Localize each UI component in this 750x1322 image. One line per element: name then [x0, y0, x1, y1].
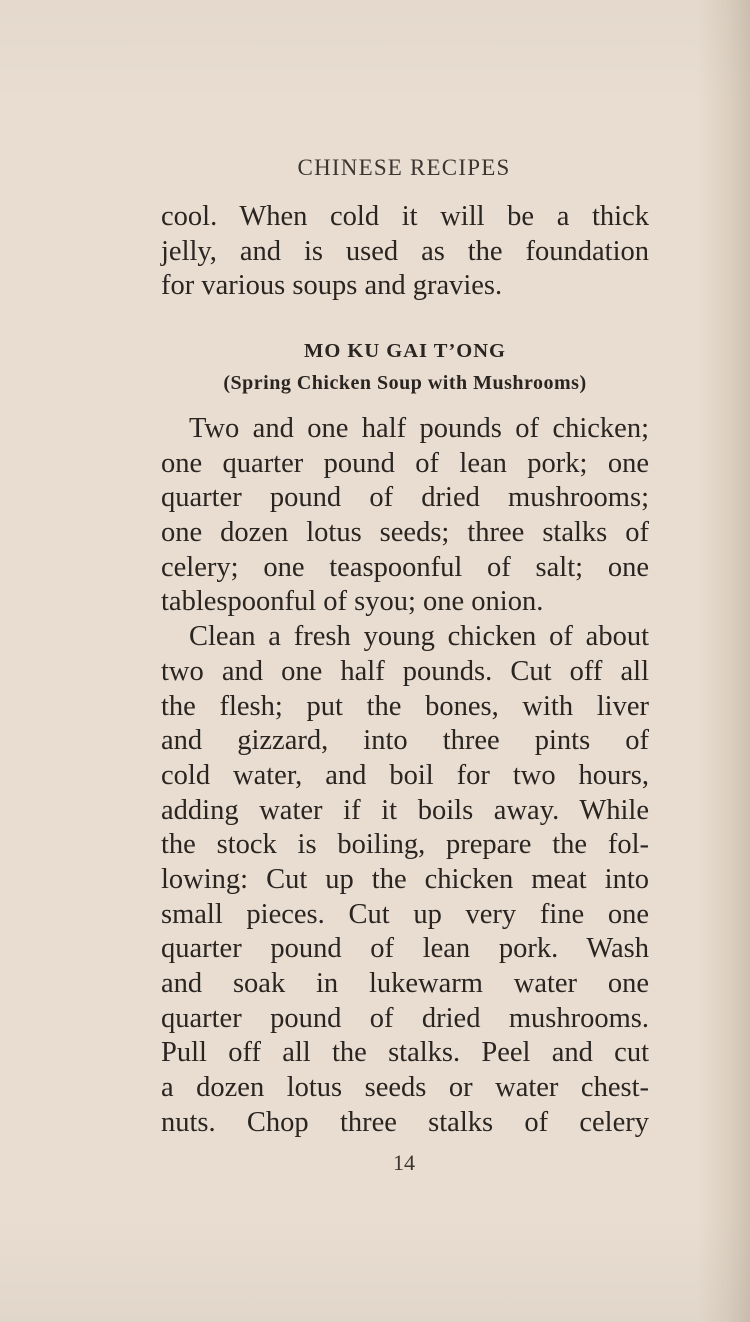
text-line: nuts. Chop three stalks of celery	[161, 1106, 649, 1138]
text-line: tablespoonful of syou; one onion.	[161, 586, 544, 618]
intro-paragraph	[161, 200, 649, 304]
text-line: quarter pound of lean pork. Wash	[161, 933, 649, 965]
text-line: cool. When cold it will be a thick	[161, 201, 649, 232]
text-line: the flesh; put the bones, with liver	[161, 690, 649, 722]
text-line: quarter pound of dried mushrooms.	[161, 1002, 649, 1034]
recipe-subtitle: (Spring Chicken Soup with Mushrooms)	[223, 372, 587, 394]
text-line: one dozen lotus seeds; three stalks of	[161, 517, 649, 549]
text-line: for various soups and gravies.	[161, 270, 503, 302]
text-line: cold water, and boil for two hours,	[161, 759, 649, 791]
text-line: small pieces. Cut up very fine one	[161, 898, 649, 930]
text-line: one quarter pound of lean pork; one	[161, 447, 649, 479]
running-head: CHINESE RECIPES	[297, 155, 511, 180]
text-line: Pull off all the stalks. Peel and cut	[161, 1037, 649, 1069]
text-line: a dozen lotus seeds or water chest-	[161, 1072, 649, 1104]
text-line: celery; one teaspoonful of salt; one	[161, 551, 649, 583]
text-line: Clean a fresh young chicken of about	[189, 621, 649, 653]
text-line: lowing: Cut up the chicken meat into	[161, 863, 649, 895]
text-line: adding water if it boils away. While	[161, 794, 649, 826]
text-line: two and one half pounds. Cut off all	[161, 655, 649, 687]
text-line: jelly, and is used as the foundation	[161, 235, 649, 267]
text-line: the stock is boiling, prepare the fol-	[161, 829, 649, 861]
page-number: 14	[393, 1150, 415, 1175]
text-line: and soak in lukewarm water one	[161, 968, 649, 999]
recipe-title: MO KU GAI T’ONG	[304, 340, 506, 362]
text-line: quarter pound of dried mushrooms;	[161, 482, 649, 514]
text-line: Two and one half pounds of chicken;	[189, 413, 649, 444]
text-line: and gizzard, into three pints of	[161, 725, 649, 757]
ingredients-paragraph	[161, 412, 649, 1140]
